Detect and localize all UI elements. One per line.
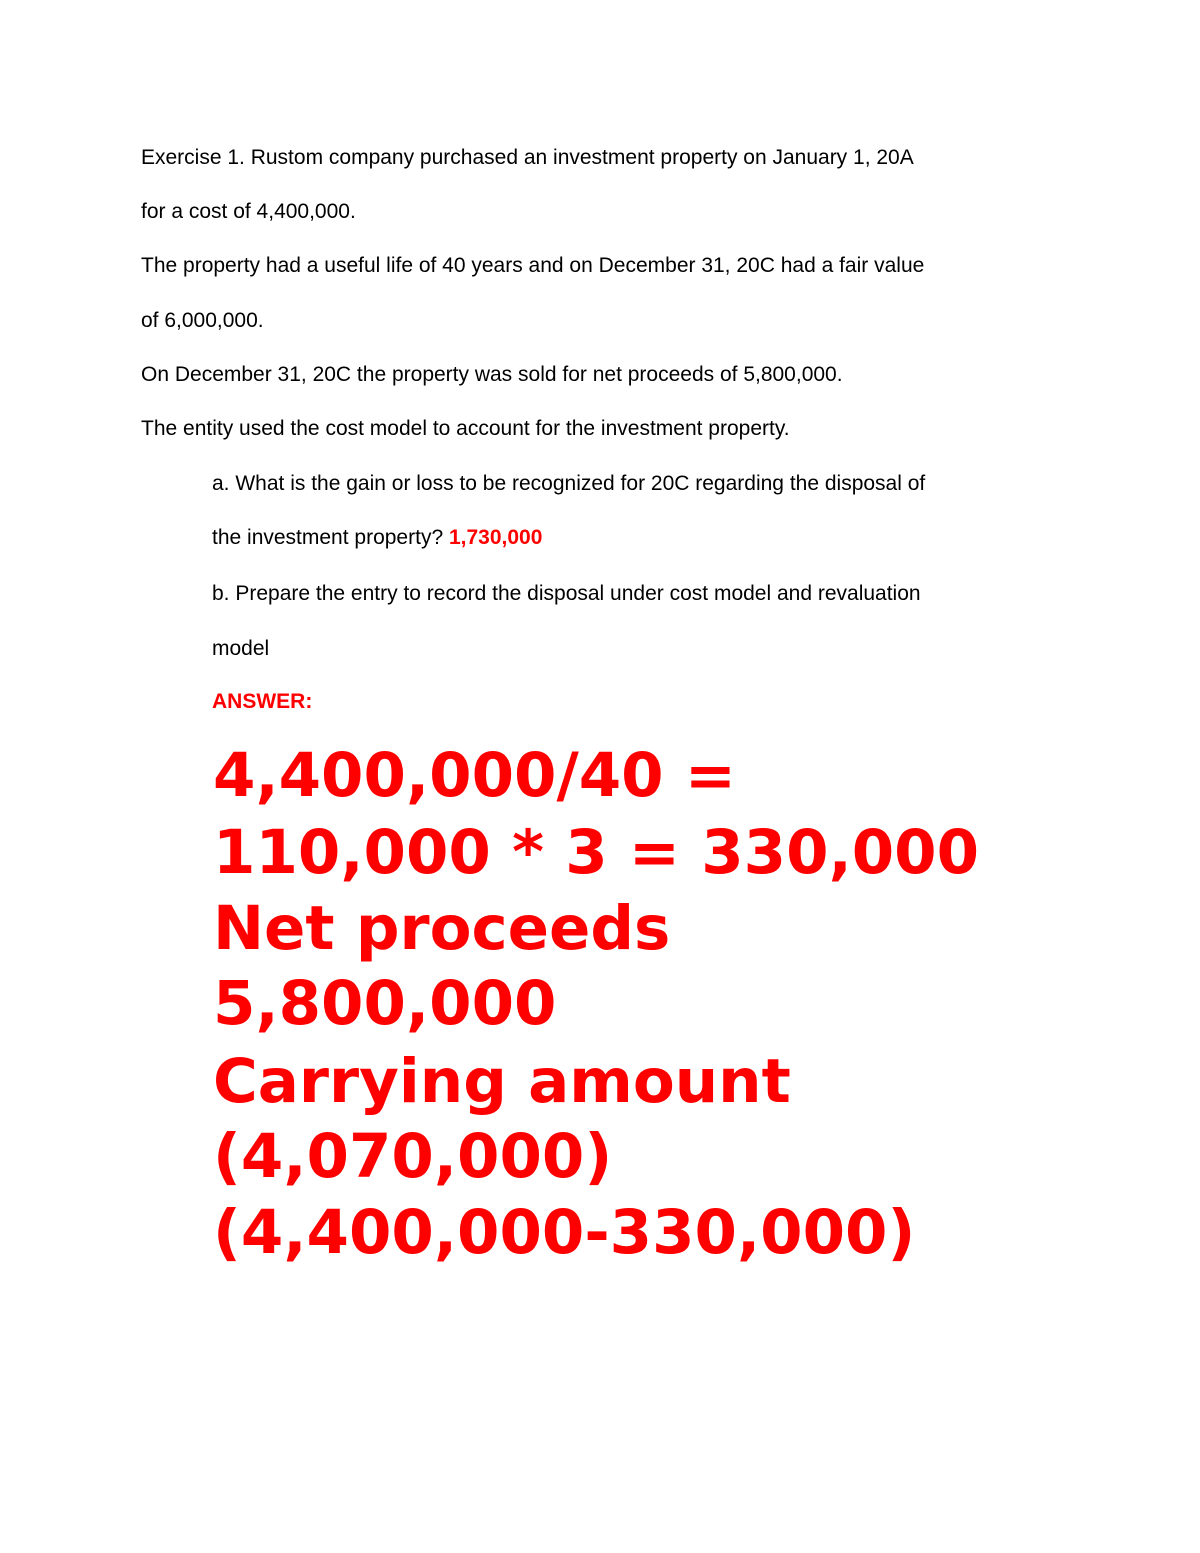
answer-line-3: Net proceeds bbox=[213, 893, 671, 964]
answer-line-6: (4,070,000) bbox=[213, 1121, 613, 1192]
answer-label: ANSWER: bbox=[212, 690, 313, 713]
intro-line-2: for a cost of 4,400,000. bbox=[141, 200, 356, 223]
answer-line-2: 110,000 * 3 = 330,000 bbox=[213, 817, 980, 888]
question-a-text: the investment property? bbox=[212, 526, 444, 549]
intro-line-5: On December 31, 20C the property was sold for net proceeds of 5,800,000. bbox=[141, 363, 843, 386]
answer-line-5: Carrying amount bbox=[213, 1046, 791, 1117]
question-b-line-2: model bbox=[212, 637, 270, 660]
intro-line-3: The property had a useful life of 40 years and on December 31, 20C had a fair value bbox=[141, 254, 925, 277]
question-b-line-1: b. Prepare the entry to record the disposal under cost model and revaluation bbox=[212, 582, 921, 605]
question-a-line-2 bbox=[212, 527, 542, 548]
question-a-line-1: a. What is the gain or loss to be recognized for 20C regarding the disposal of bbox=[212, 472, 926, 495]
answer-line-7: (4,400,000-330,000) bbox=[213, 1197, 916, 1268]
answer-line-4: 5,800,000 bbox=[213, 968, 557, 1039]
intro-line-1: Exercise 1. Rustom company purchased an investment property on January 1, 20A bbox=[141, 146, 914, 169]
answer-line-1: 4,400,000/40 = bbox=[213, 740, 736, 811]
question-a-answer: 1,730,000 bbox=[448, 526, 543, 549]
intro-line-4: of 6,000,000. bbox=[141, 309, 264, 332]
intro-line-6: The entity used the cost model to account for the investment property. bbox=[141, 417, 790, 440]
